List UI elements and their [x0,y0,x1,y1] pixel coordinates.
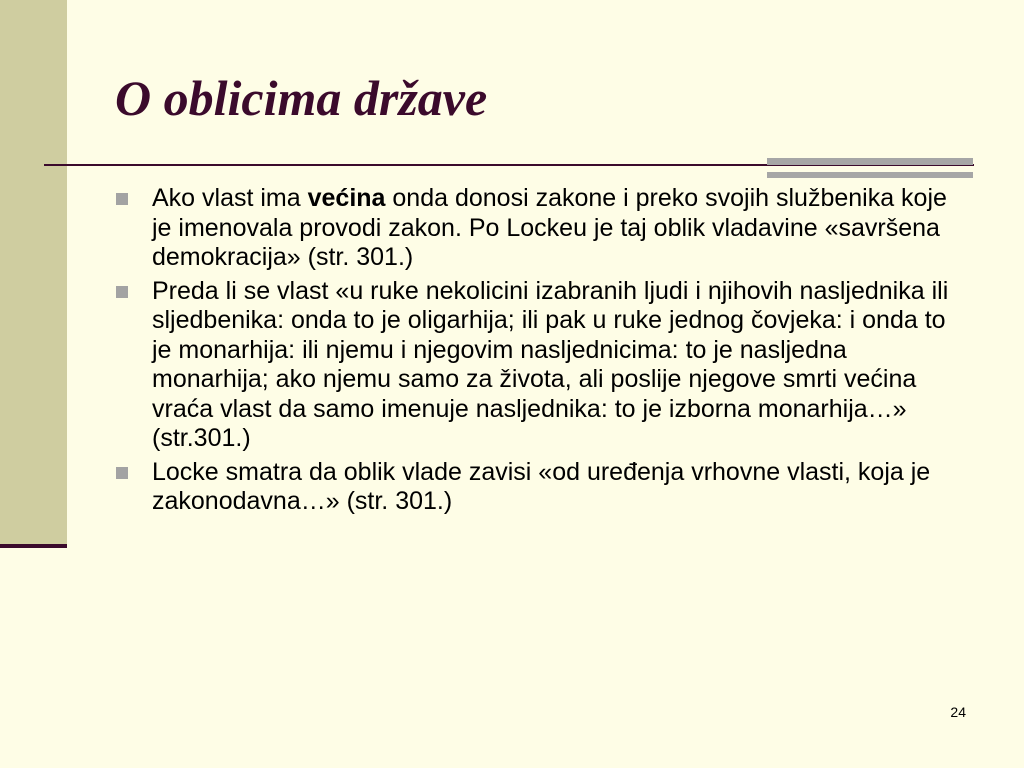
bullet-item-1 [110,184,970,273]
decorative-gray-bar [767,158,973,165]
decorative-gray-bar-lower [767,172,973,178]
bullet-item-3 [110,458,970,517]
bullet-item-2 [110,277,970,454]
square-bullet-icon [116,467,128,479]
bullet-text: Preda li se vlast «u ruke nekolicini izabranih ljudi i njihovih nasljednika ili sljedbenika: onda to je oligarhija; ili pak u ruke jednog čovjeka: i onda to je monarhija: ili njemu i njegovim nasljednicima: to je nasljedna monarhija; ako njemu samo za života, ali poslije njegove smrti većina vraća vlast da samo imenuje nasljednika: to je izborna monarhija…» (str.301.) [152,276,949,452]
square-bullet-icon [116,193,128,205]
bullet-list [110,184,970,521]
bullet-text: Locke smatra da oblik vlade zavisi «od uređenja vrhovne vlasti, koja je zakonodavna…» (str. 301.) [152,457,931,515]
square-bullet-icon [116,286,128,298]
left-accent-line [0,544,67,548]
bullet-bold-term: većina [307,184,386,212]
slide-title: O oblicima države [115,70,488,126]
bullet-text: Ako vlast ima većina onda donosi zakone i preko svojih službenika koje je imenovala provodi zakon. Po Lockeu je taj oblik vladavine «savršena demokracija» (str. 301.) [152,184,947,271]
page-number: 24 [950,704,966,720]
left-accent-band [0,0,67,545]
